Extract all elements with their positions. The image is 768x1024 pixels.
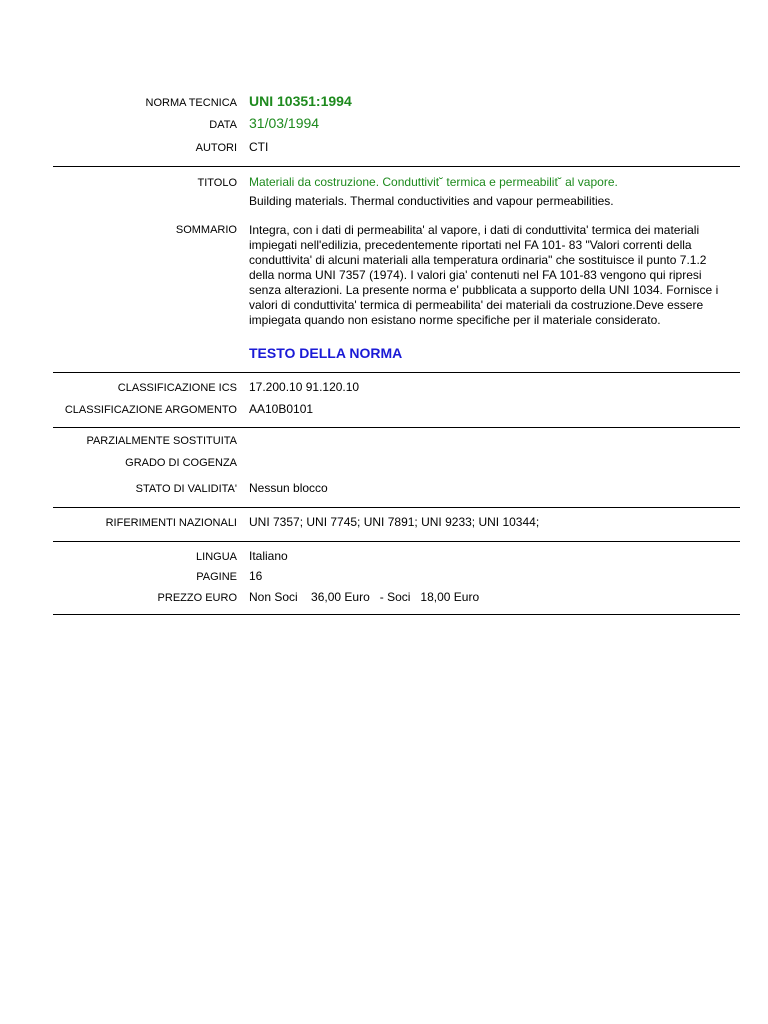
prezzo-label: PREZZO EURO: [157, 592, 237, 604]
pagine-row: [53, 569, 740, 590]
sommario-label: SOMMARIO: [175, 224, 237, 236]
norma-row: [53, 94, 740, 116]
validita-value: Nessun blocco: [249, 481, 328, 495]
divider: [53, 541, 740, 542]
divider: [53, 427, 740, 428]
sommario-line: valori di conduttivita' termica di permeabilita' dei materiali da costruzione.Deve essere: [249, 298, 704, 312]
sommario-line: impiegata quando non esistano norme specifiche per il materiale considerato.: [249, 313, 661, 327]
validita-row: [53, 481, 740, 507]
riferimenti-label: RIFERIMENTI NAZIONALI: [105, 517, 237, 529]
data-row: [53, 116, 740, 140]
argomento-value: AA10B0101: [249, 402, 314, 416]
prezzo-value: Non Soci 36,00 Euro - Soci 18,00 Euro: [249, 590, 480, 604]
sostituita-label: PARZIALMENTE SOSTITUITA: [86, 435, 237, 447]
divider: [53, 372, 740, 373]
data-label: DATA: [209, 119, 237, 131]
sommario-line: impiegati nell'edilizia, precedentemente riportati nel FA 101- 83 "Valori correnti della: [249, 238, 692, 252]
autori-row: [53, 140, 740, 166]
sommario-line: conduttivita' di alcuni materiali alla temperatura ordinaria" che sostituisce il punto 7.1.2: [249, 253, 707, 267]
lingua-label: LINGUA: [196, 551, 237, 563]
sommario-text: [249, 223, 733, 328]
divider: [53, 507, 740, 508]
titolo-row: [53, 175, 740, 194]
riferimenti-row: [53, 515, 740, 541]
ics-label: CLASSIFICAZIONE ICS: [117, 382, 237, 394]
pagine-label: PAGINE: [196, 571, 237, 583]
sommario-line: Integra, con i dati di permeabilita' al vapore, i dati di conduttivita' termica dei materiali: [249, 223, 700, 237]
titolo-italian: Materiali da costruzione. Conduttivit˘ termica e permeabilit˘ al vapore.: [249, 175, 618, 189]
data-value: 31/03/1994: [249, 115, 320, 131]
prezzo-row: [53, 590, 740, 614]
validita-label: STATO DI VALIDITA': [135, 483, 237, 495]
ics-row: [53, 380, 740, 402]
lingua-row: [53, 549, 740, 569]
lingua-value: Italiano: [249, 549, 288, 563]
testo-della-norma-link[interactable]: TESTO DELLA NORMA: [249, 344, 403, 361]
sommario-line: senza alterazioni. La presente norma e' pubblicata a supporto della UNI 1034. Fornisce i: [249, 283, 719, 297]
divider: [53, 166, 740, 167]
argomento-row: [53, 402, 740, 427]
divider: [53, 614, 740, 615]
autori-value: CTI: [249, 140, 269, 154]
sostituita-row: [53, 435, 740, 457]
norma-sheet: [53, 94, 740, 615]
sommario-line: della norma UNI 7357 (1974). I valori gia' contenuti nel FA 101-83 vengono qui ripresi: [249, 268, 702, 282]
pagine-value: 16: [249, 569, 263, 583]
cogenza-label: GRADO DI COGENZA: [125, 457, 237, 469]
ics-value: 17.200.10 91.120.10: [249, 380, 360, 394]
titolo-english-row: [53, 194, 740, 223]
cogenza-row: [53, 457, 740, 481]
testo-row: [53, 334, 740, 372]
titolo-english: Building materials. Thermal conductivities and vapour permeabilities.: [249, 194, 614, 208]
norma-label: NORMA TECNICA: [145, 97, 237, 109]
titolo-label: TITOLO: [197, 177, 237, 189]
autori-label: AUTORI: [195, 142, 237, 154]
sommario-row: [53, 223, 740, 328]
norma-value: UNI 10351:1994: [249, 93, 352, 109]
riferimenti-value: UNI 7357; UNI 7745; UNI 7891; UNI 9233; UNI 10344;: [249, 515, 540, 529]
argomento-label: CLASSIFICAZIONE ARGOMENTO: [64, 404, 237, 416]
